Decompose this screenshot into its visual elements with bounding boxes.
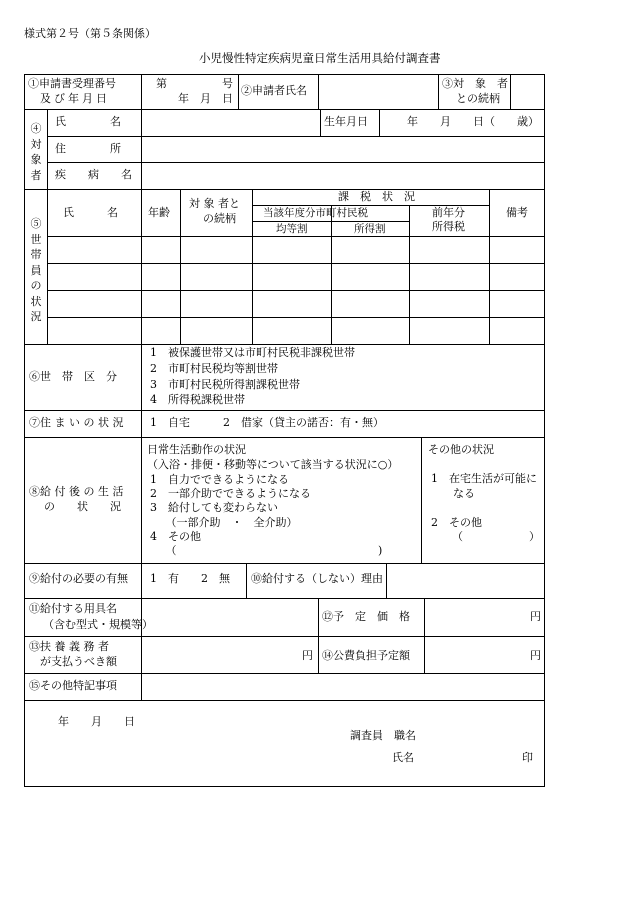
relation-label-2: との続柄 [456,92,500,105]
other-status-line-5: （ ） [452,530,540,543]
receipt-label-2: 及び年月日 [40,92,110,105]
item-name-label-2: （含む型式・規模等） [43,618,153,631]
residence-value: 1 自宅 2 借家（貸主の諾否：有・無） [150,416,384,429]
daily-line-7: 4 その他 [150,530,201,543]
signature-date: 年 月 日 [58,715,135,728]
col-income-rate: 所得割 [354,223,386,235]
planned-price-yen: 円 [530,610,541,623]
public-burden-yen: 円 [530,649,541,662]
col-name: 氏 名 [63,206,118,219]
daily-line-6: （一部介助 ・ 全介助） [160,516,298,529]
disease-label: 疾 病 名 [55,168,132,181]
col-relation-2: の続柄 [203,212,236,225]
other-status-line-4: 2 その他 [431,516,482,529]
category-option-2: 2 市町村民税均等割世帯 [150,362,278,375]
category-label: ⑥世 帯 区 分 [29,370,117,383]
daily-line-1: 日常生活動作の状況 [147,443,246,456]
applicant-name-label: ②申請者氏名 [241,84,307,97]
seal-mark: 印 [522,751,533,764]
col-prev-income-tax-2: 所得税 [432,220,465,233]
relation-label: ③対 象 者 [442,77,508,90]
planned-price-label: ⑫予 定 価 格 [322,610,410,623]
daily-line-3: 1 自力でできるようになる [150,473,289,486]
investigator-name: 氏名 [392,751,414,764]
birth-date-label: 生年月日 [324,115,368,128]
support-yen: 円 [302,649,313,662]
other-status-line-1: その他の状況 [428,443,494,456]
receipt-no-suffix: 号 [222,77,233,90]
necessity-value: 1 有 2 無 [150,572,230,585]
document-title: 小児慢性特定疾病児童日常生活用具給付調査書 [199,51,441,65]
after-status-label-2: の 状 況 [44,500,121,513]
remarks-label: ⑮その他特記事項 [29,679,117,692]
other-status-line-3: なる [431,487,475,500]
daily-line-5: 3 給付しても変わらない [150,501,278,514]
col-remarks: 備考 [506,206,528,219]
after-status-label: ⑧給 付 後 の 生 活 [29,485,124,498]
receipt-label: ①申請書受理番号 [28,77,116,90]
other-status-line-2: 1 在宅生活が可能に [431,472,537,485]
receipt-no-prefix: 第 [156,77,167,90]
form-number: 様式第２号（第５条関係） [24,27,156,40]
public-burden-label: ⑭公費負担予定額 [322,649,410,662]
household-side-label: ⑤世帯員の状況 [30,217,42,323]
investigator-position: 調査員 職名 [350,729,416,742]
birth-date-value: 年 月 日（ 歳） [407,115,539,128]
daily-line-2: （入浴・排便・移動等について該当する状況に○） [147,458,399,471]
receipt-date: 年 月 日 [178,92,233,105]
address-label: 住 所 [55,142,121,155]
reason-label: ⑩給付する（しない）理由 [251,572,383,585]
daily-line-9: ) [378,544,383,557]
subject-name-label: 氏 名 [55,115,121,128]
category-option-1: 1 被保護世帯又は市町村民税非課税世帯 [150,346,355,359]
necessity-label: ⑨給付の必要の有無 [29,572,128,585]
col-tax-current: 当該年度分市町村民税 [263,207,368,219]
daily-line-4: 2 一部介助でできるようになる [150,487,311,500]
col-age: 年齢 [148,206,170,219]
col-prev-income-tax: 前年分 [432,206,465,219]
subject-side-label: ④対象者 [30,122,42,182]
support-label: ⑬扶 養 義 務 者 [29,640,109,653]
category-option-3: 3 市町村民税所得割課税世帯 [150,378,300,391]
col-relation: 対 象 者と [189,197,240,210]
residence-label: ⑦住 ま い の 状 況 [29,416,124,429]
item-name-label: ⑪給付する用具名 [29,602,117,615]
col-tax-status: 課 税 状 況 [338,190,415,203]
col-equal-rate: 均等割 [276,223,308,235]
category-option-4: 4 所得税課税世帯 [150,393,245,406]
daily-line-8: （ [160,544,177,557]
support-label-2: が支払うべき額 [40,655,117,668]
